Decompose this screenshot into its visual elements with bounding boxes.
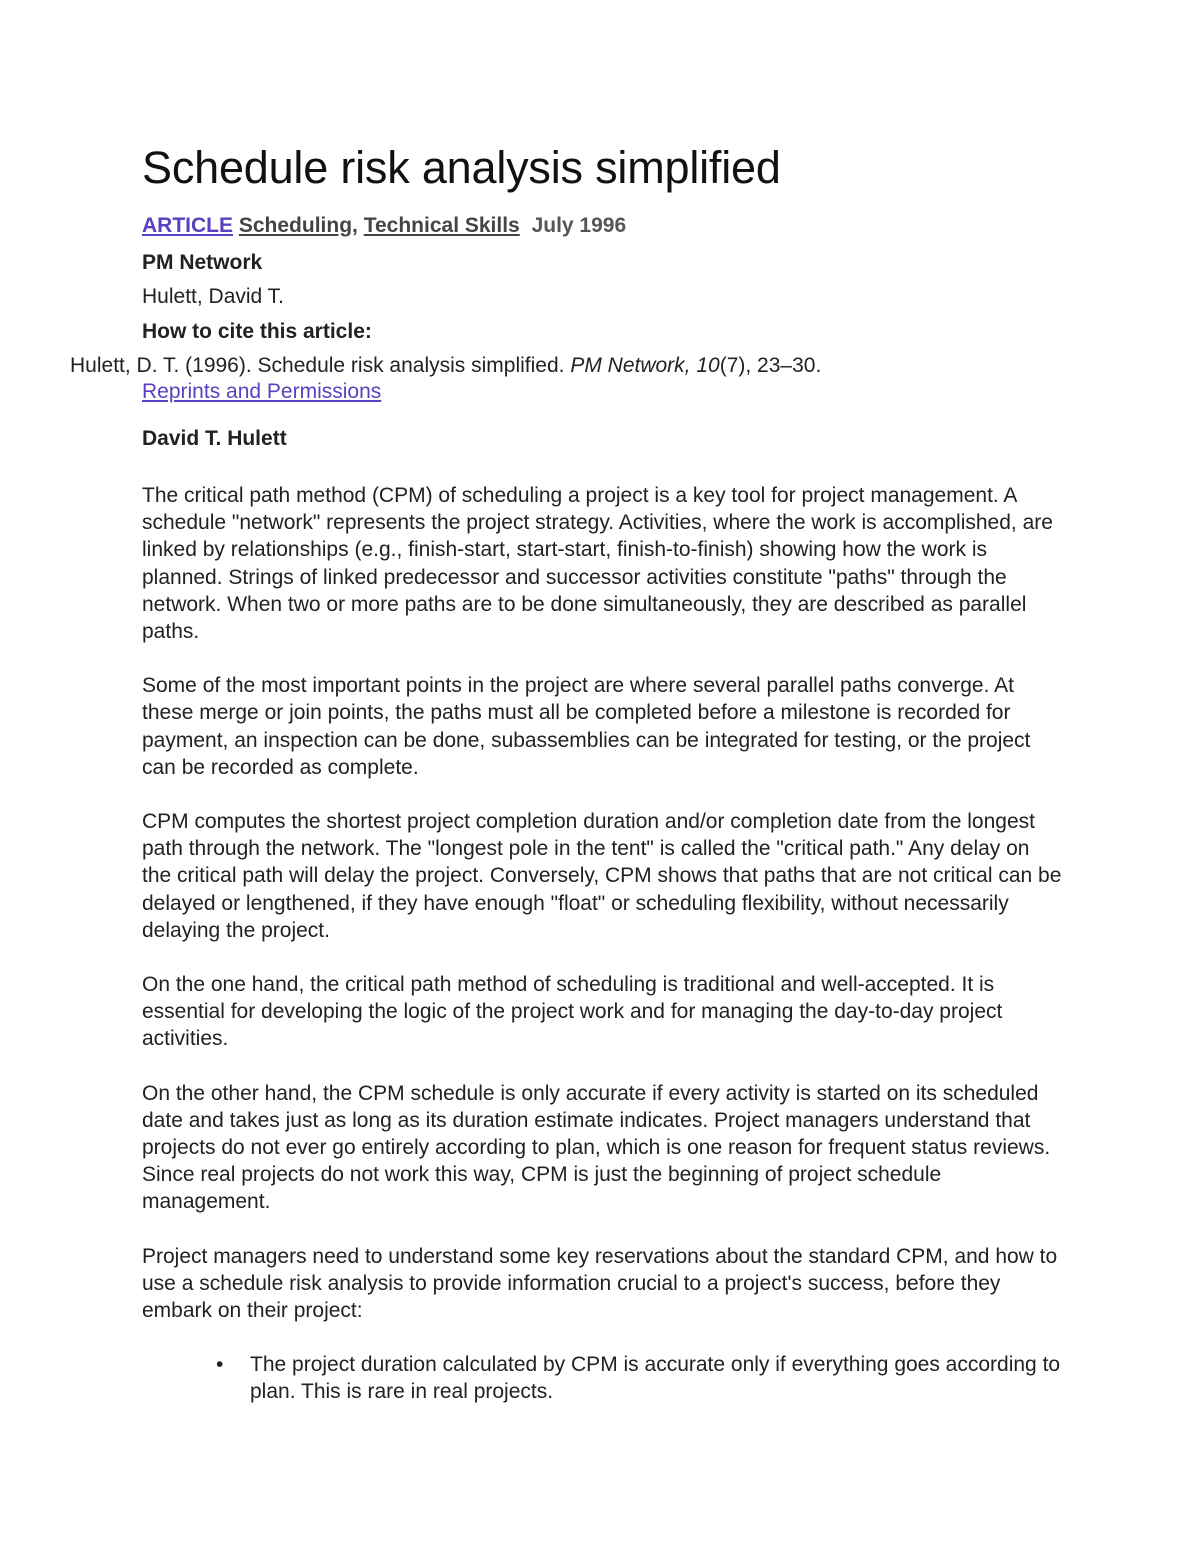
body-paragraph: The critical path method (CPM) of scheduling a project is a key tool for project management. A schedule "network" represents the project strategy. Activities, where the work is accomplished, are linked by relationships (e.g., finish-start, start-start, finish-to-finish) showing how the work is planned. Strings of linked predecessor and successor activities constitute "paths" through the network. When two or more paths are to be done simultaneously, they are described as parallel paths.: [142, 484, 1053, 644]
article-body: [142, 482, 1062, 1406]
topic-link-technical-skills[interactable]: Technical Skills: [363, 214, 520, 237]
body-paragraph: On the other hand, the CPM schedule is only accurate if every activity is started on its scheduled date and takes just as long as its duration estimate indicates. Project managers understand that projects do not ever go entirely according to plan, which is one reason for frequent status reviews. Since real projects do not work this way, CPM is just the beginning of project schedule management.: [142, 1081, 1051, 1214]
list-item: [216, 1351, 1062, 1405]
body-paragraph: Some of the most important points in the project are where several parallel paths converge. At these merge or join points, the paths must all be completed before a milestone is recorded for payment, an inspection can be done, subassemblies can be integrated for testing, or the project can be recorded as complete.: [142, 674, 1031, 779]
article-type-link[interactable]: ARTICLE: [142, 214, 233, 237]
body-paragraph: On the one hand, the critical path method of scheduling is traditional and well-accepted. It is essential for developing the logic of the project work and for managing the day-to-day project activities.: [142, 973, 1003, 1051]
article-title: Schedule risk analysis simplified: [142, 142, 781, 193]
citation-suffix: (7), 23–30.: [719, 354, 822, 377]
list-item-text: The project duration calculated by CPM is accurate only if everything goes according to plan. This is rare in real projects.: [250, 1353, 1061, 1404]
author-line: Hulett, David T.: [142, 285, 285, 308]
reprints-permissions-link[interactable]: Reprints and Permissions: [142, 380, 382, 403]
body-paragraph: Project managers need to understand some key reservations about the standard CPM, and how to use a schedule risk analysis to provide information crucial to a project's success, before they embark on their project:: [142, 1244, 1058, 1323]
bullet-icon: •: [216, 1353, 224, 1377]
citation-text: [70, 354, 821, 378]
publication-date: July 1996: [531, 214, 627, 237]
article-meta: [142, 214, 626, 238]
citation-prefix: Hulett, D. T. (1996). Schedule risk analysis simplified.: [70, 354, 571, 377]
topic-separator: ,: [352, 214, 358, 237]
topic-link-scheduling[interactable]: Scheduling: [238, 214, 353, 237]
publication-name: PM Network: [142, 251, 263, 274]
body-paragraph: CPM computes the shortest project completion duration and/or completion date from the longest path through the network. The "longest pole in the tent" is called the "critical path." Any delay on the critical path will delay the project. Conversely, CPM shows that paths that are not critical can be delayed or lengthened, if they have enough "float" or scheduling flexibility, without necessarily delaying the project.: [142, 810, 1062, 942]
bullet-list: [142, 1351, 1062, 1405]
cite-heading: How to cite this article:: [142, 320, 372, 343]
byline: David T. Hulett: [142, 427, 287, 450]
citation-journal: PM Network, 10: [570, 354, 720, 377]
